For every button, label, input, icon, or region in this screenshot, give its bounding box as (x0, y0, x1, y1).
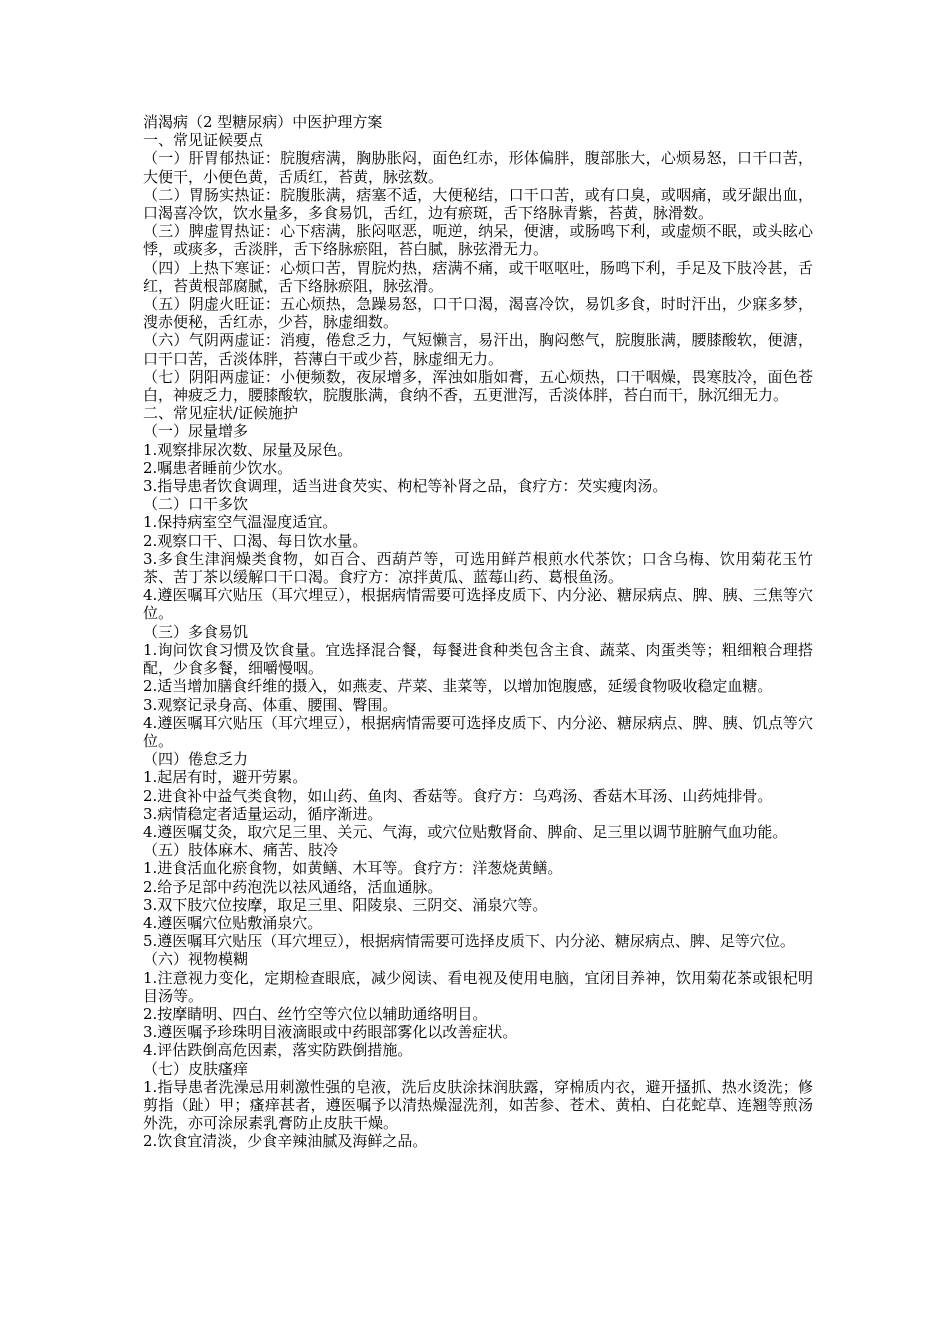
care-item: 3.双下肢穴位按摩，取足三里、阳陵泉、三阴交、涌泉穴等。 (143, 895, 548, 914)
section-heading: 一、常见证候要点 (143, 131, 264, 150)
section-heading: 二、常见症状/证候施护 (143, 404, 299, 423)
subsection-heading: （五）肢体麻木、痛苦、肢冷 (143, 841, 339, 860)
care-item: 1.指导患者洗澡忌用刺激性强的皂液，洗后皮肤涂抹润肤露，穿棉质内衣，避开搔抓、热水烫洗；修剪指（趾）甲；瘙痒甚者，遵医嘱予以清热燥湿洗剂，如苦参、苍术、黄柏、白花蛇草、连翘等煎汤外洗，亦可涂尿素乳膏防止皮肤干燥。 (143, 1077, 813, 1133)
subsection-heading: （四）倦怠乏力 (143, 750, 249, 769)
syndrome-paragraph: （三）脾虚胃热证：心下痞满，胀闷呕恶，呃逆，纳呆，便溏，或肠鸣下利，或虚烦不眠，或头眩心悸，或痰多，舌淡胖，舌下络脉瘀阻，苔白腻，脉弦滑无力。 (143, 222, 813, 259)
syndrome-paragraph: （一）肝胃郁热证：脘腹痞满，胸胁胀闷，面色红赤，形体偏胖，腹部胀大，心烦易怒，口干口苦，大便干，小便色黄，舌质红，苔黄，脉弦数。 (143, 149, 813, 186)
document-title: 消渴病（2 型糖尿病）中医护理方案 (143, 113, 383, 131)
care-item: 3.多食生津润燥类食物，如百合、西葫芦等，可选用鲜芦根煎水代茶饮；口含乌梅、饮用菊花玉竹茶、苦丁茶以缓解口干口渴。食疗方：凉拌黄瓜、蓝莓山药、葛根鱼汤。 (143, 549, 813, 587)
care-item: 1.起居有时，避开劳累。 (143, 768, 308, 787)
care-item: 2.嘱患者睡前少饮水。 (143, 458, 293, 477)
syndrome-paragraph: （五）阴虚火旺证：五心烦热，急躁易怒，口干口渴，渴喜冷饮，易饥多食，时时汗出，少寐多梦，溲赤便秘，舌红赤，少苔，脉虚细数。 (143, 295, 813, 332)
syndrome-paragraph: （七）阴阳两虚证：小便频数，夜尿增多，浑浊如脂如膏，五心烦热，口干咽燥，畏寒肢冷，面色苍白，神疲乏力，腰膝酸软，脘腹胀满，食纳不香，五更泄泻，舌淡体胖，苔白而干，脉沉细无力。 (143, 367, 813, 405)
care-item: 4.遵医嘱穴位贴敷涌泉穴。 (143, 913, 323, 932)
syndrome-paragraph: （六）气阴两虚证：消瘦，倦怠乏力，气短懒言，易汗出，胸闷憋气，脘腹胀满，腰膝酸软，便溏，口干口苦，舌淡体胖，苔薄白干或少苔，脉虚细无力。 (143, 331, 813, 368)
care-item: 3.观察记录身高、体重、腰围、臀围。 (143, 695, 398, 714)
care-item: 1.保持病室空气温湿度适宜。 (143, 513, 338, 532)
subsection-heading: （二）口干多饮 (143, 495, 249, 514)
care-item: 1.进食活血化瘀食物，如黄鳝、木耳等。食疗方：洋葱烧黄鳝。 (143, 859, 563, 878)
subsection-heading: （三）多食易饥 (143, 622, 249, 641)
care-item: 3.病情稳定者适量运动，循序渐进。 (143, 804, 383, 823)
care-item: 4.评估跌倒高危因素，落实防跌倒措施。 (143, 1041, 413, 1060)
care-item: 2.观察口干、口渴、每日饮水量。 (143, 531, 368, 550)
care-item: 4.遵医嘱耳穴贴压（耳穴埋豆），根据病情需要可选择皮质下、内分泌、糖尿病点、脾、胰、饥点等穴位。 (143, 713, 813, 750)
care-item: 2.给予足部中药泡洗以祛风通络，活血通脉。 (143, 877, 443, 896)
care-item: 1.注意视力变化，定期检查眼底，减少阅读、看电视及使用电脑，宜闭目养神，饮用菊花茶或银杞明目汤等。 (143, 968, 813, 1005)
care-item: 2.饮食宜清淡，少食辛辣油腻及海鲜之品。 (143, 1132, 428, 1151)
care-item: 2.进食补中益气类食物，如山药、鱼肉、香菇等。食疗方：乌鸡汤、香菇木耳汤、山药炖排骨。 (143, 786, 773, 805)
care-item: 1.观察排尿次数、尿量及尿色。 (143, 440, 353, 459)
care-item: 3.遵医嘱予珍珠明目液滴眼或中药眼部雾化以改善症状。 (143, 1023, 518, 1042)
care-item: 2.按摩睛明、四白、丝竹空等穴位以辅助通络明目。 (143, 1004, 488, 1023)
care-item: 4.遵医嘱艾灸，取穴足三里、关元、气海，或穴位贴敷肾俞、脾俞、足三里以调节脏腑气血功能。 (143, 822, 788, 841)
syndrome-paragraph: （四）上热下寒证：心烦口苦，胃脘灼热，痞满不痛，或干呕呕吐，肠鸣下利，手足及下肢冷甚，舌红，苔黄根部腐腻，舌下络脉瘀阻，脉弦滑。 (143, 258, 813, 295)
care-item: 4.遵医嘱耳穴贴压（耳穴埋豆），根据病情需要可选择皮质下、内分泌、糖尿病点、脾、胰、三焦等穴位。 (143, 586, 813, 623)
subsection-heading: （六）视物模糊 (143, 950, 249, 969)
care-item: 5.遵医嘱耳穴贴压（耳穴埋豆），根据病情需要可选择皮质下、内分泌、糖尿病点、脾、足等穴位。 (143, 932, 795, 951)
document-body (143, 113, 813, 1151)
care-item: 3.指导患者饮食调理，适当进食芡实、枸杞等补肾之品，食疗方：芡实瘦肉汤。 (143, 477, 668, 496)
care-item: 2.适当增加膳食纤维的摄入，如燕麦、芹菜、韭菜等，以增加饱腹感，延缓食物吸收稳定血糖。 (143, 677, 773, 696)
syndrome-paragraph: （二）胃肠实热证：脘腹胀满，痞塞不适，大便秘结，口干口苦，或有口臭，或咽痛，或牙龈出血，口渴喜冷饮，饮水量多，多食易饥，舌红，边有瘀斑，舌下络脉青紫，苔黄，脉滑数。 (143, 185, 813, 223)
subsection-heading: （七）皮肤瘙痒 (143, 1059, 249, 1078)
subsection-heading: （一）尿量增多 (143, 422, 249, 441)
care-item: 1.询问饮食习惯及饮食量。宜选择混合餐，每餐进食种类包含主食、蔬菜、肉蛋类等；粗细粮合理搭配，少食多餐，细嚼慢咽。 (143, 640, 813, 678)
